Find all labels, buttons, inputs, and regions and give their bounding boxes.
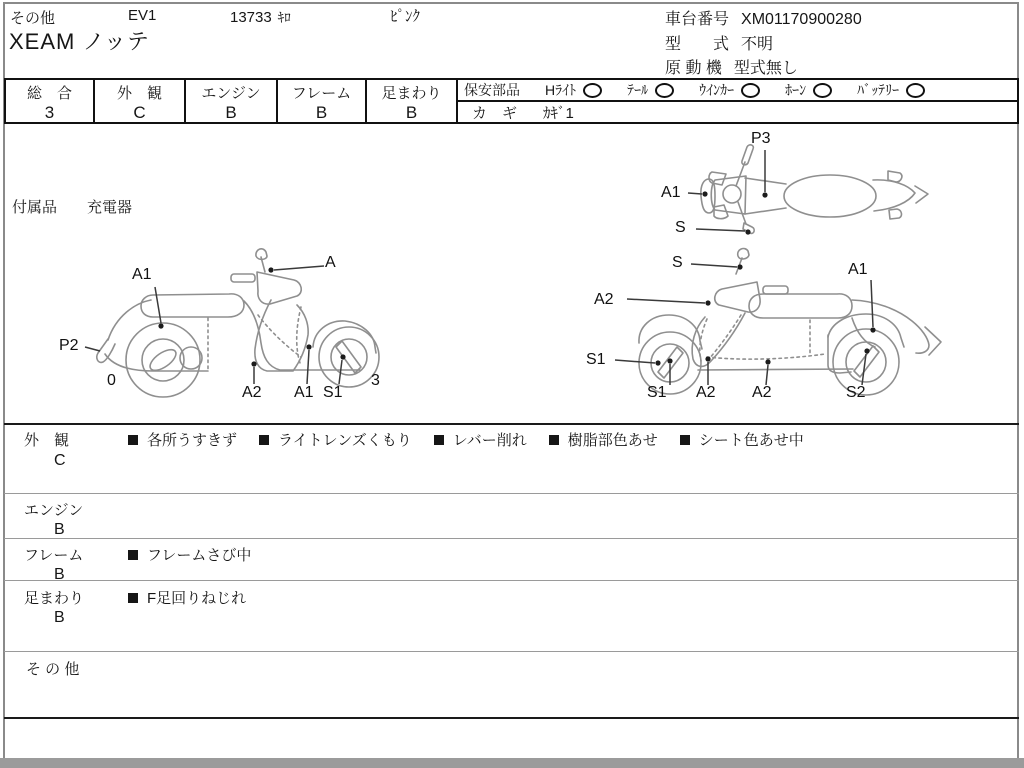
section-grade-undercarriage: B [54, 609, 65, 626]
undercarriage-notes [128, 587, 246, 608]
frame-notes [128, 544, 251, 565]
safety-item-tail [627, 80, 674, 100]
square-bullet-icon [259, 435, 269, 445]
grade-label: 足まわり [381, 85, 442, 102]
safety-item-winker [699, 80, 760, 100]
damage-label: A1 [661, 184, 681, 201]
grade-cell-exterior [95, 80, 186, 122]
scooter-top-view-diagram [648, 130, 938, 248]
make-model-title: XEAM ノッテ [9, 29, 150, 54]
ok-circle-icon [741, 83, 760, 98]
damage-label: S1 [647, 384, 667, 401]
safety-item-name: ﾃｰﾙ [627, 82, 649, 98]
section-divider [4, 651, 1019, 652]
safety-item-headlight [545, 80, 602, 100]
safety-parts-row [458, 80, 1017, 102]
note-item [549, 429, 658, 450]
ok-circle-icon [655, 83, 674, 98]
square-bullet-icon [128, 435, 138, 445]
damage-label: A2 [752, 384, 772, 401]
note-text: 樹脂部色あせ [567, 432, 658, 449]
safety-item-name: ｳｲﾝｶｰ [699, 82, 735, 98]
safety-item-name: ﾎｰﾝ [785, 82, 807, 98]
square-bullet-icon [128, 593, 138, 603]
grade-cell-frame [278, 80, 367, 122]
damage-label: A2 [594, 291, 614, 308]
scooter-left-side-diagram [58, 243, 403, 418]
section-label-undercarriage: 足まわり [24, 590, 85, 607]
grade-label: 総 合 [26, 85, 72, 102]
grade-label: エンジン [201, 85, 261, 102]
note-text: F足回りねじれ [147, 590, 247, 607]
grade-table [4, 78, 1019, 124]
note-item [128, 429, 237, 450]
square-bullet-icon [128, 550, 138, 560]
note-text: フレームさび中 [147, 547, 252, 564]
motor-label: 原 動 機 [665, 60, 722, 77]
grade-value: B [225, 103, 237, 122]
key-value: ｶｷﾞ1 [543, 105, 574, 122]
note-item [259, 429, 412, 450]
damage-label: A2 [696, 384, 716, 401]
section-divider [4, 493, 1019, 494]
note-text: レバー削れ [452, 432, 527, 449]
vehicle-category: その他 [10, 10, 56, 27]
grade-cell-engine [186, 80, 278, 122]
damage-label: S2 [846, 384, 866, 401]
note-item [680, 429, 804, 450]
safety-item-horn [785, 80, 832, 100]
mileage-value: 13733 [230, 9, 272, 26]
body-color: ﾋﾟﾝｸ [390, 8, 421, 25]
tire-depth-front: 3 [371, 372, 380, 389]
chassis-label: 車台番号 [665, 11, 730, 28]
note-item [434, 429, 527, 450]
square-bullet-icon [434, 435, 444, 445]
note-item [128, 544, 251, 565]
damage-label: S [672, 254, 683, 271]
scooter-right-side-diagram [585, 243, 955, 418]
safety-item-name: Hﾗｲﾄ [545, 82, 577, 98]
section-label-exterior: 外 観 [24, 432, 70, 449]
ok-circle-icon [583, 83, 602, 98]
section-label-other: そ の 他 [26, 661, 80, 678]
square-bullet-icon [549, 435, 559, 445]
section-divider [4, 717, 1019, 719]
grade-label: フレーム [291, 85, 352, 102]
section-grade-engine: B [54, 521, 65, 538]
section-grade-frame: B [54, 566, 65, 583]
scooter-top-view-drawing [648, 130, 938, 248]
section-divider [4, 423, 1019, 425]
grade-value: 3 [44, 103, 55, 122]
section-grade-exterior: C [54, 452, 66, 469]
safety-parts-cell [458, 80, 1017, 122]
type-value: 不明 [741, 36, 774, 53]
note-text: シート色あせ中 [698, 432, 804, 449]
accessories-label: 付属品 [12, 199, 58, 216]
note-text: ライトレンズくもり [278, 432, 412, 449]
key-label: カ ギ [472, 105, 518, 122]
grade-value: C [133, 103, 146, 122]
damage-label: A1 [294, 384, 314, 401]
ok-circle-icon [813, 83, 832, 98]
grade-label: 外 観 [116, 85, 162, 102]
type-label: 型 式 [665, 36, 730, 53]
section-label-frame: フレーム [24, 547, 84, 564]
exterior-notes [128, 429, 804, 450]
page-bottom-bar [0, 758, 1024, 768]
model-code: EV1 [128, 7, 157, 24]
chassis-number-row [665, 6, 862, 29]
note-item [128, 587, 246, 608]
mileage [230, 7, 291, 26]
accessories-value: 充電器 [87, 199, 133, 216]
safety-parts-label: 保安部品 [464, 82, 520, 98]
section-divider [4, 538, 1019, 539]
key-row [458, 102, 1017, 123]
damage-label: S1 [586, 351, 606, 368]
damage-label: P3 [751, 130, 771, 147]
page-border-top [3, 2, 1019, 4]
grade-value: B [315, 103, 328, 122]
tire-depth-rear: 0 [107, 372, 116, 389]
motor-value: 型式無し [733, 60, 798, 77]
grade-cell-undercarriage [367, 80, 458, 122]
damage-label: P2 [59, 337, 79, 354]
damage-label: S1 [323, 384, 343, 401]
damage-label: A [325, 254, 336, 271]
chassis-number: XM01170900280 [741, 11, 862, 28]
type-row [665, 31, 773, 54]
accessories-row [12, 196, 132, 217]
damage-label: A1 [132, 266, 152, 283]
motor-row [665, 55, 798, 78]
square-bullet-icon [680, 435, 690, 445]
damage-label: A1 [848, 261, 868, 278]
grade-cell-overall [6, 80, 95, 122]
ok-circle-icon [906, 83, 925, 98]
damage-label: A2 [242, 384, 262, 401]
scooter-left-side-drawing [58, 243, 403, 418]
section-divider [4, 580, 1019, 581]
damage-label: S [675, 219, 686, 236]
mileage-unit: ｷﾛ [277, 10, 291, 25]
grade-value: B [405, 103, 418, 122]
safety-item-battery [857, 80, 925, 100]
note-text: 各所うすきず [147, 432, 238, 449]
section-label-engine: エンジン [24, 502, 84, 519]
safety-item-name: ﾊﾞｯﾃﾘｰ [857, 82, 900, 98]
